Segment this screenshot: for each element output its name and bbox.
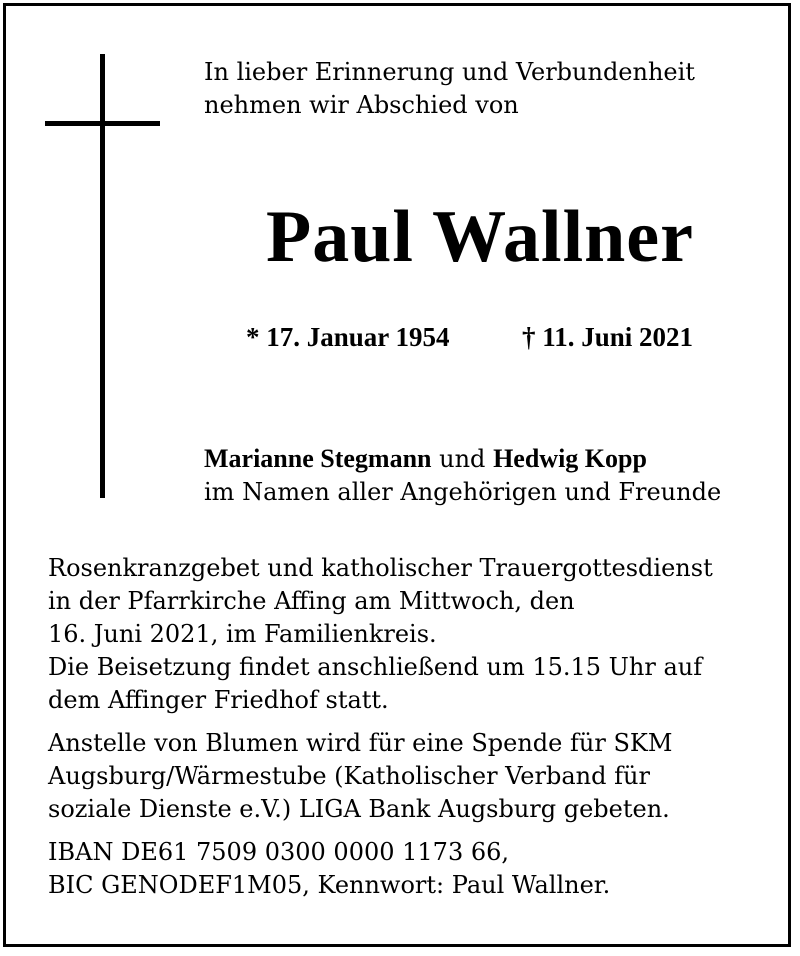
family-line-2: im Namen aller Angehörigen und Freunde xyxy=(204,478,722,506)
bank-line: IBAN DE61 7509 0300 0000 1173 66, xyxy=(48,838,510,866)
conjunction: und xyxy=(439,445,486,473)
birth-date: * 17. Januar 1954 xyxy=(246,322,450,352)
intro-line-2: nehmen wir Abschied von xyxy=(204,91,519,119)
donation-line: soziale Dienste e.V.) LIGA Bank Augsburg gebeten. xyxy=(48,795,670,823)
notice-body xyxy=(48,552,713,912)
service-line: Die Beisetzung findet anschließend um 15.15 Uhr auf xyxy=(48,653,703,681)
donation-paragraph xyxy=(48,727,713,826)
family-line-1 xyxy=(204,442,721,476)
mourner-name-2: Hedwig Kopp xyxy=(493,444,647,473)
service-line: 16. Juni 2021, im Familienkreis. xyxy=(48,620,437,648)
service-line: dem Affinger Friedhof statt. xyxy=(48,686,389,714)
obituary-notice xyxy=(3,3,791,947)
family-signature xyxy=(204,442,721,509)
deceased-name: Paul Wallner xyxy=(266,196,694,278)
intro-text xyxy=(204,56,695,122)
donation-line: Anstelle von Blumen wird für eine Spende für SKM xyxy=(48,729,673,757)
mourner-name-1: Marianne Stegmann xyxy=(204,444,432,473)
cross-icon-horizontal xyxy=(45,121,160,126)
donation-line: Augsburg/Wärmestube (Katholischer Verband für xyxy=(48,762,650,790)
death-date: † 11. Juni 2021 xyxy=(522,322,694,352)
service-line: in der Pfarrkirche Affing am Mittwoch, den xyxy=(48,587,575,615)
service-line: Rosenkranzgebet und katholischer Trauergottesdienst xyxy=(48,554,713,582)
service-paragraph xyxy=(48,552,713,717)
bank-line: BIC GENODEF1M05, Kennwort: Paul Wallner. xyxy=(48,871,611,899)
bank-paragraph xyxy=(48,836,713,902)
intro-line-1: In lieber Erinnerung und Verbundenheit xyxy=(204,58,695,86)
